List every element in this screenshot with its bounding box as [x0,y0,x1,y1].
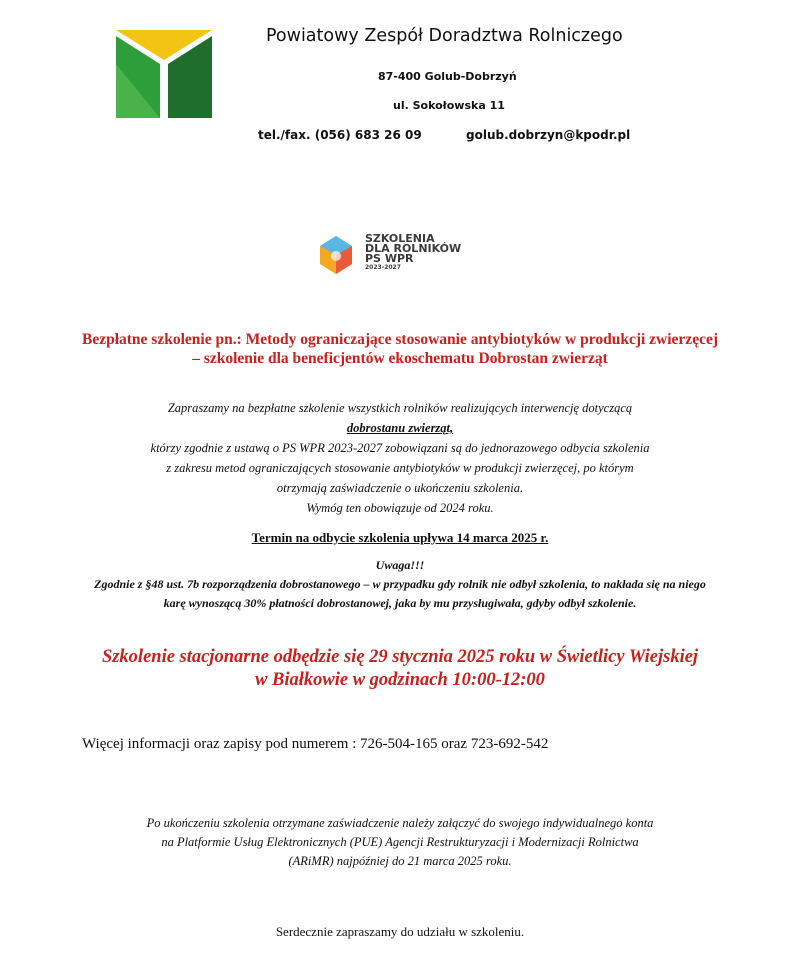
warning-heading: Uwaga!!! [375,558,425,572]
badge-line-2: DLA ROLNIKÓW [365,242,462,255]
note-line-1: Po ukończeniu szkolenia otrzymane zaświadczenie należy załączyć do swojego indywidualnego konta [146,816,654,830]
intro-line-1: Zapraszamy na bezpłatne szkolenie wszystkich rolników realizujących interwencję dotyczącą [167,401,633,415]
note-line-3: (ARiMR) najpóźniej do 21 marca 2025 roku. [288,854,512,868]
org-name: Powiatowy Zespół Doradztwa Rolniczego [266,26,623,46]
note-line-2: na Platformie Usług Elektronicznych (PUE) Agencji Restrukturyzacji i Modernizacji Rolnictwa [161,835,639,849]
event-details [60,646,740,692]
title-line-2: – szkolenie dla beneficjentów ekoschematu Dobrostan zwierząt [192,350,608,367]
badge-line-3: PS WPR [365,252,414,265]
phone-fax: tel./fax. (056) 683 26 09 [258,128,422,142]
badge-line-4: 2023-2027 [365,264,401,271]
event-line-2: w Białkowie w godzinach 10:00-12:00 [255,670,545,690]
badge-line-1: SZKOLENIA [365,232,435,245]
training-title [60,330,740,368]
warning-block [60,556,740,613]
email-address: golub.dobrzyn@kpodr.pl [466,128,631,142]
intro-line-5: otrzymają zaświadczenie o ukończeniu szkolenia. [276,481,524,495]
contact-info: Więcej informacji oraz zapisy pod numerem : 726-504-165 oraz 723-692-542 [82,736,549,752]
title-line-1: Bezpłatne szkolenie pn.: Metody ograniczające stosowanie antybiotyków w produkcji zwierzęcej [82,331,718,348]
intro-line-3: którzy zgodnie z ustawą o PS WPR 2023-2027 zobowiązani są do jednorazowego odbycia szkolenia [150,441,650,455]
intro-line-2: dobrostanu zwierząt, [346,421,454,435]
intro-line-4: z zakresu metod ograniczających stosowanie antybiotyków w produkcji zwierzęcej, po którym [166,461,634,475]
deadline-notice: Termin na odbycie szkolenia upływa 14 marca 2025 r. [251,530,549,545]
warning-text: Zgodnie z §48 ust. 7b rozporządzenia dobrostanowego – w przypadku gdy rolnik nie odbył szkolenia, to nakłada się na niego karę wynoszącą 30% płatności dobrostanowej, jaka by mu przysługiwała, gdyby odbył szkolenie. [94,577,706,610]
organization-logo [116,30,212,118]
intro-line-6: Wymóg ten obowiązuje od 2024 roku. [306,501,494,515]
event-line-1: Szkolenie stacjonarne odbędzie się 29 stycznia 2025 roku w Świetlicy Wiejskiej [101,647,699,667]
intro-paragraph [60,398,740,518]
certificate-note [60,814,740,871]
training-badge-text [365,234,461,271]
closing-invitation: Serdecznie zapraszamy do udziału w szkoleniu. [275,924,525,939]
postal-address: 87-400 Golub-Dobrzyń [378,70,517,83]
street-address: ul. Sokołowska 11 [393,99,505,112]
